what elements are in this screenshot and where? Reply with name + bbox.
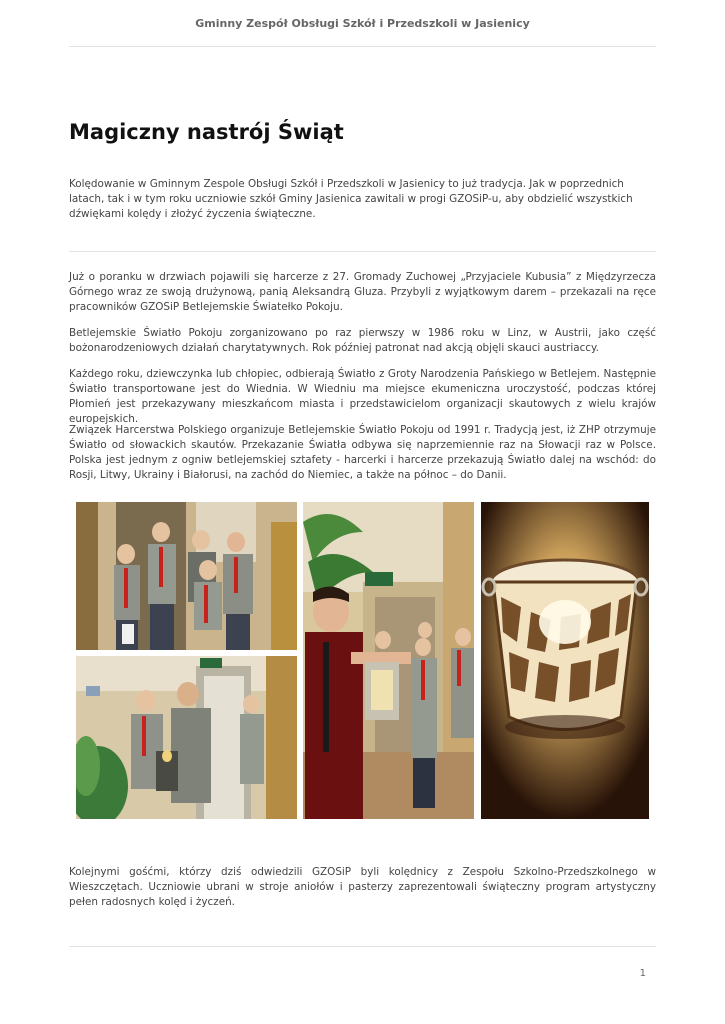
photo-candle-lantern (481, 502, 649, 819)
article-paragraph: Każdego roku, dziewczynka lub chłopiec, odbierają Światło z Groty Narodzenia Pańskiego w Betlejem. Następnie Światło transportowane jest do Wiednia. W Wiedniu ma miejsce ekumeniczna uroczystość, podczas której Płomień jest przekazywany mieszkańcom miasta i przedstawicielom organizacji skautowych z wielu krajów europejskich. (69, 368, 656, 425)
photo-scouts-with-lantern (303, 502, 474, 819)
article-paragraph: Betlejemskie Światło Pokoju zorganizowano po raz pierwszy w 1986 roku w Linz, w Austrii, jako część bożonarodzeniowych działań charytatywnych. Rok później patronat nad akcją objęli skauci austriaccy. (69, 327, 656, 354)
article-paragraph: Już o poranku w drzwiach pojawili się harcerze z 27. Gromady Zuchowej „Przyjaciele Kubusia” z Międzyrzecza Górnego wraz ze swoją drużynową, panią Aleksandrą Gluza. Przybyli z wyjątkowym darem – przekazali na ręce pracowników GZOSiP Betlejemskie Światełko Pokoju. (69, 271, 656, 313)
site-header: Gminny Zespół Obsługi Szkół i Przedszkoli w Jasienicy (195, 17, 530, 30)
photo-scouts-group (76, 502, 297, 650)
article-lead: Kolędowanie w Gminnym Zespole Obsługi Szkół i Przedszkoli w Jasienicy to już tradycja. Jak w poprzednich latach, tak i w tym roku uczniowie szkół Gminy Jasienica zawitali w progi GZOSiP-u, aby obdzielić wszystkich dźwiękami kolędy i złożyć życzenia świąteczne. (69, 178, 633, 220)
header-divider (69, 46, 656, 47)
footer-divider (69, 946, 656, 947)
page-number: 1 (639, 968, 646, 979)
lead-divider (69, 251, 656, 252)
article-closing: Kolejnymi gośćmi, którzy dziś odwiedzili GZOSiP byli kolędnicy z Zespołu Szkolno-Przedszkolnego w Wieszczętach. Uczniowie ubrani w stroje aniołów i pasterzy zaprezentowali świąteczny program artystyczny pełen radosnych kolęd i życzeń. (69, 866, 656, 908)
photo-lantern-handover (76, 656, 297, 819)
article-paragraph: Związek Harcerstwa Polskiego organizuje Betlejemskie Światło Pokoju od 1991 r. Tradycją jest, iż ZHP otrzymuje Światło od słowackich skautów. Przekazanie Światła odbywa się naprzemiennie raz na Słowacji raz w Polsce. Polska jest jednym z ogniw betlejemskiej sztafety - harcerki i harcerze przekazują Światło dalej na wschód: do Rosji, Litwy, Ukrainy i Białorusi, na zachód do Niemiec, a także na północ – do Danii. (69, 424, 656, 481)
article-title: Magiczny nastrój Świąt (69, 120, 344, 144)
